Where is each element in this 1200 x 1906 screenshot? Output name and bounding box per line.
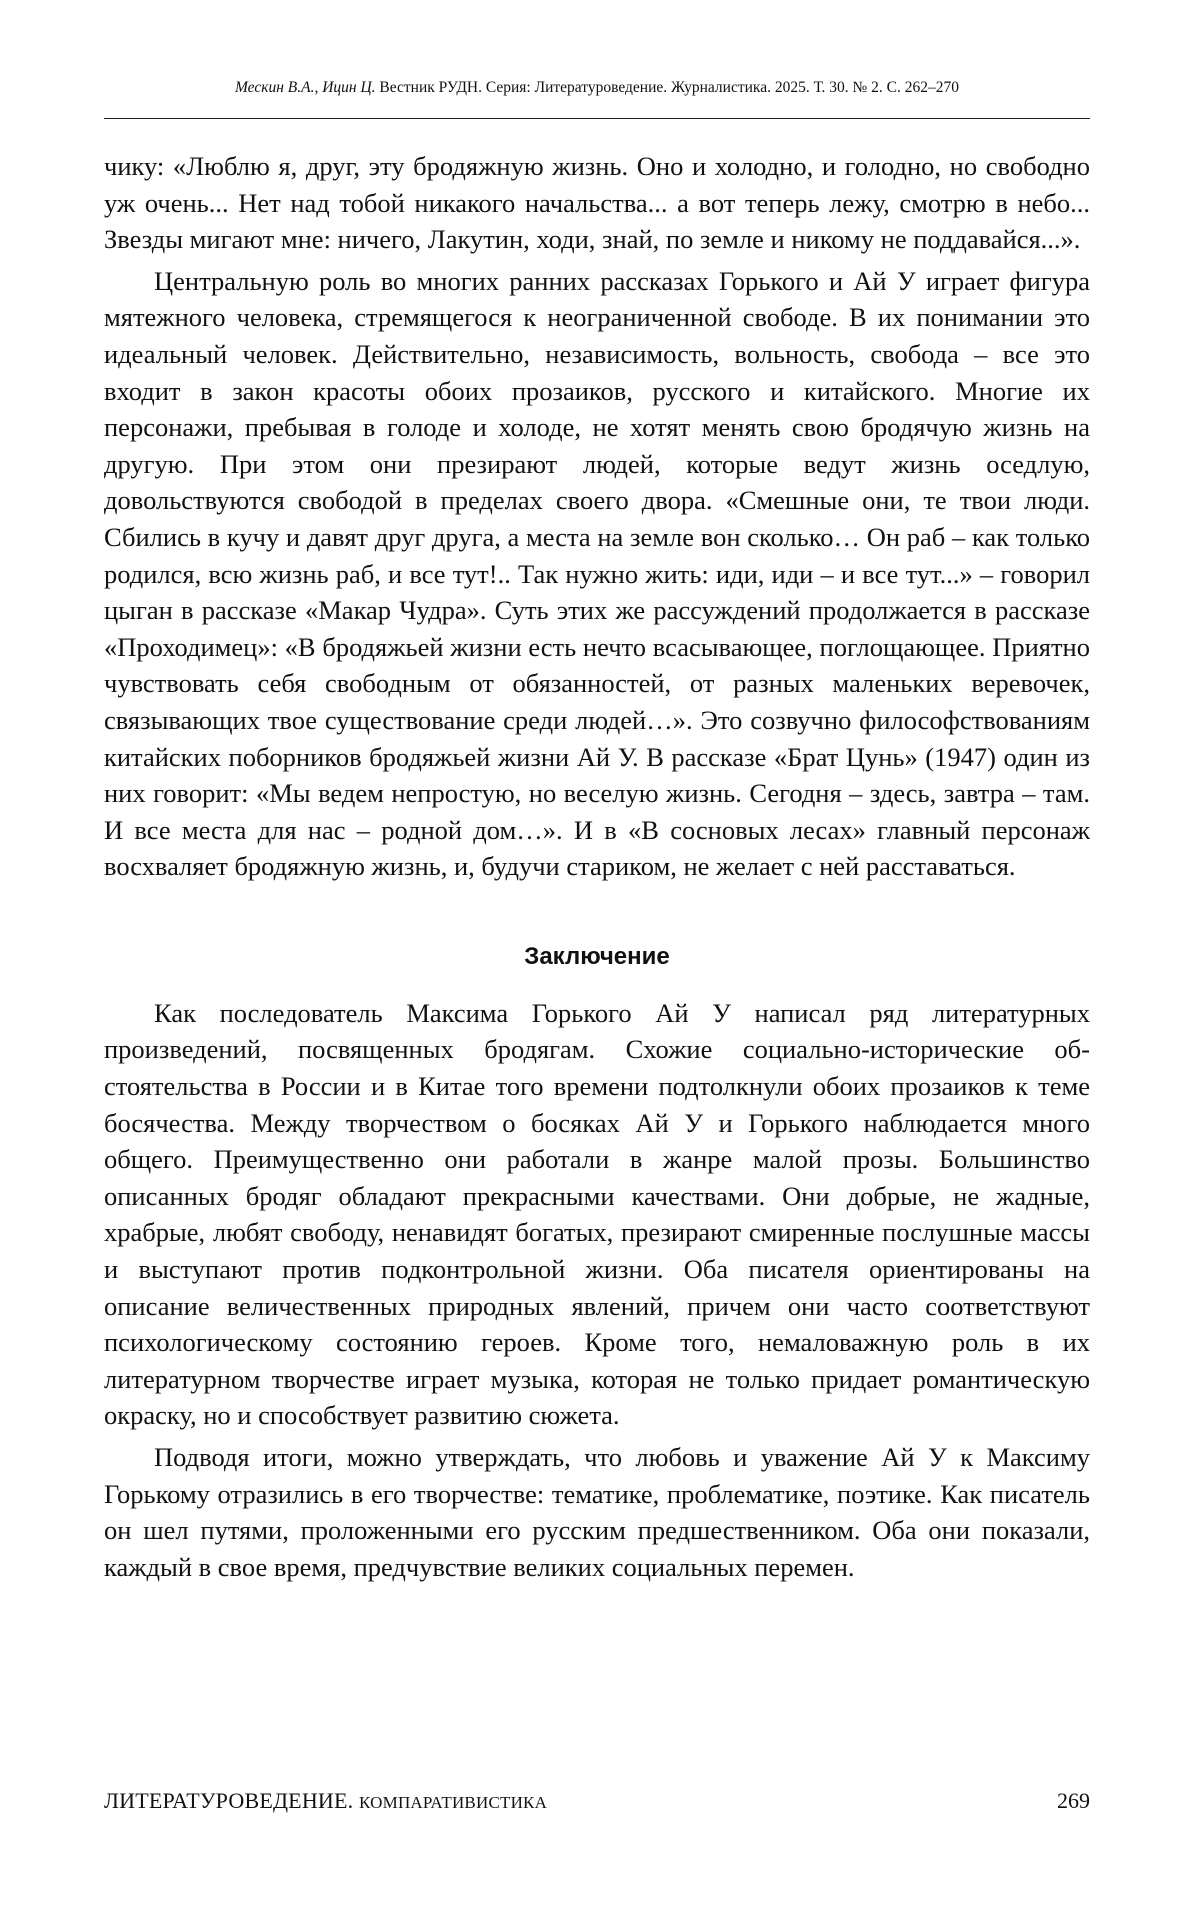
paragraph-conclusion-1: Как последователь Максима Горького Ай У написал ряд литературных произведений, посвященных бродягам. Схожие социально-исторические об­стоятельства в России и в Китае того времени подтолкнули обоих прозаиков к теме босячества. Между творчеством о босяках Ай У и Горького наблюдается много общего. Преимущественно они работали в жанре малой прозы. Боль­шинство описанных бродяг обладают прекрасными качествами. Они добрые, не жадные, храбрые, любят свободу, ненавидят богатых, презирают смиренные послушные массы и выступают против подконтрольной жизни. Оба писателя ориентированы на описание величественных природных явлений, причем они часто соответствуют психологическому состоянию героев. Кроме того, немало­важную роль в их литературном творчестве играет музыка, которая не только придает романтическую окраску, но и способствует развитию сюжета. xyxy=(104,995,1090,1434)
running-head-authors: Мескин В.А., Ицин Ц. xyxy=(235,79,376,96)
header-rule xyxy=(104,118,1090,119)
paragraph-rebel-hero: Центральную роль во многих ранних рассказах Горького и Ай У играет фигура мятежного человека, стремящегося к неограниченной свободе. В их понимании это идеальный человек. Действительно, независимость, воль­ность, свобода – все это входит в закон красоты обоих прозаиков, русского и китайского. Многие их персонажи, пребывая в голоде и холоде, не хотят менять свою бродячую жизнь на другую. При этом они презирают людей, которые ведут жизнь оседлую, довольствуются свободой в пределах своего двора. «Смешные они, те твои люди. Сбились в кучу и давят друг друга, а ме­ста на земле вон сколько… Он раб – как только родился, всю жизнь раб, и все тут!.. Так нужно жить: иди, иди – и все тут...» – говорил цыган в рассказе «Ма­кар Чудра». Суть этих же рассуждений продолжается в рассказе «Проходи­мец»: «В бродяжьей жизни есть нечто всасывающее, поглощающее. Приятно чувствовать себя свободным от обязанностей, от разных маленьких верево­чек, связывающих твое существование среди людей…». Это созвучно фило­софствованиям китайских поборников бродяжьей жизни Ай У. В рассказе «Брат Цунь» (1947) один из них говорит: «Мы ведем непростую, но веселую жизнь. Сегодня – здесь, завтра – там. И все места для нас – родной дом…». И в «В сосновых лесах» главный персонаж восхваляет бродяжную жизнь, и, будучи стариком, не желает с ней расставаться. xyxy=(104,263,1090,885)
footer-section-main: ЛИТЕРАТУРОВЕДЕНИЕ. xyxy=(104,1788,359,1813)
section-heading-conclusion: Заключение xyxy=(104,930,1090,984)
running-head-citation: Вестник РУДН. Серия: Литературоведение. Журналистика. 2025. Т. 30. № 2. С. 262–270 xyxy=(376,79,959,96)
paragraph-continued: чику: «Люблю я, друг, эту бродяжную жизнь. Оно и холодно, и голодно, но свободно уж очень... Нет над тобой никакого начальства... а вот теперь лежу, смотрю в небо... Звезды мигают мне: ничего, Лакутин, ходи, знай, по земле и никому не поддавайся...». xyxy=(104,148,1090,258)
paragraph-conclusion-2: Подводя итоги, можно утверждать, что любовь и уважение Ай У к Макси­му Горькому отразились в его творчестве: тематике, проблематике, поэтике. Как писатель он шел путями, проложенными его русским предшественником. Оба они показали, каждый в свое время, предчувствие великих социальных перемен. xyxy=(104,1439,1090,1585)
article-body xyxy=(104,148,1090,1585)
footer-section-label xyxy=(104,1783,547,1821)
page-number: 269 xyxy=(1057,1783,1090,1819)
page-footer xyxy=(104,1783,1090,1819)
footer-section-sub: КОМПАРАТИВИСТИКА xyxy=(359,1793,547,1812)
running-head xyxy=(104,78,1090,98)
